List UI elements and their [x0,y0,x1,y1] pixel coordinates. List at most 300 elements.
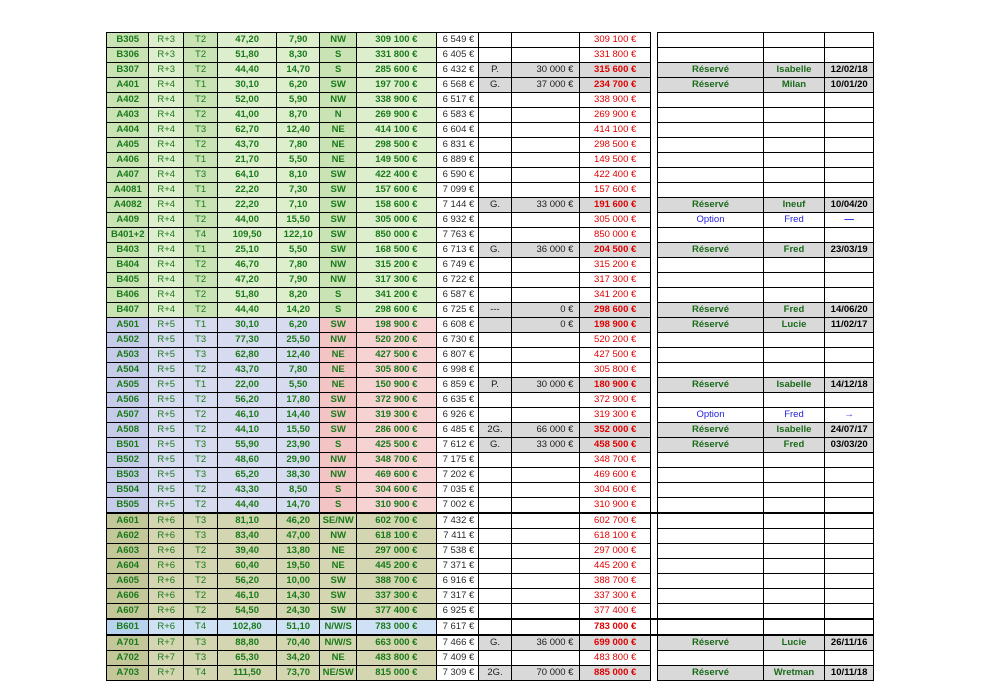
final-price-cell: 191 600 € [580,198,651,213]
terrace-cell: 14,30 [276,589,320,604]
contact-cell [763,108,825,123]
level-cell: R+4 [149,138,183,153]
final-price-cell: 315 600 € [580,63,651,78]
lot-cell: A405 [107,138,149,153]
discount-cell: 36 000 € [511,635,580,651]
surface-cell: 30,10 [218,318,277,333]
price-per-m2-cell: 6 725 € [436,303,478,318]
discount-cell [511,48,580,63]
price-per-m2-cell: 7 202 € [436,468,478,483]
financing-cell [479,619,511,635]
financing-cell [479,318,511,333]
orientation-cell: N [320,108,356,123]
orientation-cell: SW [320,168,356,183]
contact-cell: Fred [763,243,825,258]
price-cell: 168 500 € [356,243,436,258]
lot-cell: A4082 [107,198,149,213]
table-row [107,453,874,468]
status-cell [658,498,763,514]
spacer-cell [651,123,658,138]
lot-cell: A503 [107,348,149,363]
status-cell [658,48,763,63]
terrace-cell: 70,40 [276,635,320,651]
final-price-cell: 388 700 € [580,574,651,589]
financing-cell [479,468,511,483]
financing-cell: G. [479,198,511,213]
financing-cell [479,48,511,63]
surface-cell: 43,70 [218,363,277,378]
level-cell: R+7 [149,635,183,651]
status-cell [658,273,763,288]
discount-cell [511,529,580,544]
contact-cell [763,393,825,408]
price-per-m2-cell: 7 002 € [436,498,478,514]
financing-cell: --- [479,303,511,318]
final-price-cell: 297 000 € [580,544,651,559]
price-per-m2-cell: 6 998 € [436,363,478,378]
status-cell: Réservé [658,666,763,681]
terrace-cell: 51,10 [276,619,320,635]
status-cell: Réservé [658,378,763,393]
price-per-m2-cell: 7 538 € [436,544,478,559]
contact-cell: Milan [763,78,825,93]
table-row [107,138,874,153]
contact-cell: Lucie [763,635,825,651]
contact-cell [763,589,825,604]
level-cell: R+4 [149,273,183,288]
price-cell: 445 200 € [356,559,436,574]
surface-cell: 81,10 [218,513,277,529]
spacer-cell [651,138,658,153]
lot-cell: B504 [107,483,149,498]
final-price-cell: 317 300 € [580,273,651,288]
contact-cell [763,273,825,288]
discount-cell [511,333,580,348]
surface-cell: 62,80 [218,348,277,363]
status-cell [658,363,763,378]
contact-cell: Isabelle [763,63,825,78]
terrace-cell: 7,80 [276,258,320,273]
final-price-cell: 377 400 € [580,604,651,620]
terrace-cell: 10,00 [276,574,320,589]
final-price-cell: 783 000 € [580,619,651,635]
price-cell: 297 000 € [356,544,436,559]
type-cell: T1 [183,78,217,93]
level-cell: R+6 [149,513,183,529]
spacer-cell [651,483,658,498]
price-per-m2-cell: 6 608 € [436,318,478,333]
price-cell: 198 900 € [356,318,436,333]
price-per-m2-cell: 6 926 € [436,408,478,423]
orientation-cell: NW [320,33,356,48]
date-cell [825,604,874,620]
level-cell: R+4 [149,93,183,108]
spacer-cell [651,604,658,620]
spacer-cell [651,78,658,93]
final-price-cell: 348 700 € [580,453,651,468]
final-price-cell: 319 300 € [580,408,651,423]
date-cell [825,138,874,153]
orientation-cell: SW [320,423,356,438]
level-cell: R+4 [149,168,183,183]
type-cell: T2 [183,393,217,408]
surface-cell: 22,20 [218,198,277,213]
terrace-cell: 47,00 [276,529,320,544]
contact-cell [763,168,825,183]
final-price-cell: 315 200 € [580,258,651,273]
spacer-cell [651,63,658,78]
price-cell: 414 100 € [356,123,436,138]
financing-cell [479,651,511,666]
final-price-cell: 305 800 € [580,363,651,378]
financing-cell [479,168,511,183]
type-cell: T3 [183,651,217,666]
date-cell [825,258,874,273]
status-cell [658,93,763,108]
financing-cell [479,288,511,303]
price-per-m2-cell: 7 175 € [436,453,478,468]
type-cell: T2 [183,63,217,78]
final-price-cell: 520 200 € [580,333,651,348]
price-cell: 602 700 € [356,513,436,529]
price-cell: 520 200 € [356,333,436,348]
type-cell: T4 [183,228,217,243]
price-per-m2-cell: 6 405 € [436,48,478,63]
date-cell [825,529,874,544]
table-row [107,33,874,48]
orientation-cell: S [320,483,356,498]
status-cell: Réservé [658,438,763,453]
terrace-cell: 38,30 [276,468,320,483]
orientation-cell: SW [320,78,356,93]
orientation-cell: SW [320,589,356,604]
orientation-cell: S [320,63,356,78]
final-price-cell: 298 600 € [580,303,651,318]
date-cell [825,393,874,408]
discount-cell [511,93,580,108]
type-cell: T4 [183,666,217,681]
final-price-cell: 149 500 € [580,153,651,168]
contact-cell [763,93,825,108]
financing-cell: G. [479,243,511,258]
date-cell: 14/06/20 [825,303,874,318]
spacer-cell [651,666,658,681]
lot-cell: B306 [107,48,149,63]
price-per-m2-cell: 7 371 € [436,559,478,574]
price-cell: 298 500 € [356,138,436,153]
surface-cell: 47,20 [218,33,277,48]
table-row [107,651,874,666]
lot-cell: B405 [107,273,149,288]
status-cell [658,168,763,183]
financing-cell: P. [479,63,511,78]
price-cell: 425 500 € [356,438,436,453]
terrace-cell: 23,90 [276,438,320,453]
final-price-cell: 618 100 € [580,529,651,544]
status-cell: Réservé [658,198,763,213]
table-row [107,168,874,183]
contact-cell: Lucie [763,318,825,333]
contact-cell [763,513,825,529]
lot-cell: B406 [107,288,149,303]
type-cell: T2 [183,544,217,559]
price-per-m2-cell: 7 309 € [436,666,478,681]
terrace-cell: 17,80 [276,393,320,408]
orientation-cell: NE [320,651,356,666]
orientation-cell: NE [320,348,356,363]
spacer-cell [651,303,658,318]
table-row [107,544,874,559]
contact-cell: Isabelle [763,378,825,393]
final-price-cell: 234 700 € [580,78,651,93]
contact-cell [763,153,825,168]
final-price-cell: 341 200 € [580,288,651,303]
price-cell: 338 900 € [356,93,436,108]
level-cell: R+4 [149,108,183,123]
status-cell [658,604,763,620]
status-cell [658,258,763,273]
table-row [107,348,874,363]
type-cell: T2 [183,483,217,498]
spacer-cell [651,318,658,333]
price-cell: 150 900 € [356,378,436,393]
contact-cell [763,183,825,198]
terrace-cell: 122,10 [276,228,320,243]
status-cell [658,138,763,153]
spacer-cell [651,423,658,438]
surface-cell: 62,70 [218,123,277,138]
status-cell [658,544,763,559]
table-row [107,604,874,620]
table-row [107,93,874,108]
surface-cell: 47,20 [218,273,277,288]
spacer-cell [651,108,658,123]
financing-cell [479,153,511,168]
price-per-m2-cell: 6 549 € [436,33,478,48]
price-cell: 298 600 € [356,303,436,318]
date-cell [825,513,874,529]
level-cell: R+4 [149,258,183,273]
level-cell: R+4 [149,153,183,168]
terrace-cell: 15,50 [276,423,320,438]
price-per-m2-cell: 6 749 € [436,258,478,273]
level-cell: R+5 [149,468,183,483]
surface-cell: 64,10 [218,168,277,183]
date-cell: 14/12/18 [825,378,874,393]
lot-cell: A402 [107,93,149,108]
level-cell: R+6 [149,619,183,635]
price-cell: 317 300 € [356,273,436,288]
date-cell: 03/03/20 [825,438,874,453]
price-per-m2-cell: 6 932 € [436,213,478,228]
orientation-cell: NW [320,453,356,468]
price-cell: 388 700 € [356,574,436,589]
contact-cell [763,498,825,514]
price-cell: 149 500 € [356,153,436,168]
date-cell: 12/02/18 [825,63,874,78]
discount-cell [511,153,580,168]
date-cell [825,183,874,198]
financing-cell [479,453,511,468]
price-cell: 157 600 € [356,183,436,198]
orientation-cell: NE [320,544,356,559]
surface-cell: 88,80 [218,635,277,651]
final-price-cell: 269 900 € [580,108,651,123]
level-cell: R+5 [149,348,183,363]
discount-cell [511,559,580,574]
surface-cell: 51,80 [218,48,277,63]
price-per-m2-cell: 6 583 € [436,108,478,123]
orientation-cell: NE/SW [320,666,356,681]
contact-cell [763,651,825,666]
terrace-cell: 14,20 [276,303,320,318]
level-cell: R+6 [149,574,183,589]
lot-cell: B401+2 [107,228,149,243]
level-cell: R+4 [149,123,183,138]
table-row [107,529,874,544]
surface-cell: 46,10 [218,589,277,604]
level-cell: R+6 [149,559,183,574]
financing-cell [479,513,511,529]
level-cell: R+3 [149,48,183,63]
status-cell [658,529,763,544]
lot-cell: A504 [107,363,149,378]
discount-cell: 30 000 € [511,63,580,78]
date-cell [825,619,874,635]
contact-cell [763,363,825,378]
price-cell: 285 600 € [356,63,436,78]
terrace-cell: 14,70 [276,498,320,514]
discount-cell [511,574,580,589]
financing-cell [479,33,511,48]
table-row [107,438,874,453]
price-per-m2-cell: 7 763 € [436,228,478,243]
status-cell [658,468,763,483]
discount-cell [511,108,580,123]
orientation-cell: NE [320,138,356,153]
status-cell: Réservé [658,243,763,258]
discount-cell [511,619,580,635]
final-price-cell: 157 600 € [580,183,651,198]
terrace-cell: 7,90 [276,33,320,48]
level-cell: R+3 [149,63,183,78]
spacer-cell [651,213,658,228]
terrace-cell: 25,50 [276,333,320,348]
date-cell: → [825,408,874,423]
surface-cell: 43,70 [218,138,277,153]
level-cell: R+6 [149,589,183,604]
type-cell: T2 [183,273,217,288]
type-cell: T1 [183,198,217,213]
surface-cell: 44,40 [218,63,277,78]
date-cell [825,468,874,483]
spacer-cell [651,258,658,273]
final-price-cell: 352 000 € [580,423,651,438]
table-row [107,333,874,348]
price-per-m2-cell: 6 925 € [436,604,478,620]
date-cell: 10/11/18 [825,666,874,681]
discount-cell [511,408,580,423]
table-row [107,559,874,574]
orientation-cell: NE [320,378,356,393]
type-cell: T2 [183,363,217,378]
status-cell: Option [658,408,763,423]
date-cell [825,333,874,348]
surface-cell: 65,20 [218,468,277,483]
terrace-cell: 8,20 [276,288,320,303]
status-cell [658,348,763,363]
spacer-cell [651,574,658,589]
price-per-m2-cell: 6 587 € [436,288,478,303]
orientation-cell: NE [320,153,356,168]
type-cell: T1 [183,153,217,168]
contact-cell [763,228,825,243]
price-cell: 372 900 € [356,393,436,408]
type-cell: T2 [183,589,217,604]
discount-cell: 70 000 € [511,666,580,681]
date-cell [825,544,874,559]
type-cell: T2 [183,258,217,273]
type-cell: T3 [183,168,217,183]
orientation-cell: NW [320,468,356,483]
contact-cell [763,544,825,559]
lot-cell: A4081 [107,183,149,198]
status-cell [658,123,763,138]
date-cell [825,123,874,138]
final-price-cell: 885 000 € [580,666,651,681]
lot-cell: B501 [107,438,149,453]
spacer-cell [651,453,658,468]
discount-cell [511,393,580,408]
level-cell: R+4 [149,303,183,318]
financing-cell [479,93,511,108]
discount-cell [511,183,580,198]
discount-cell [511,258,580,273]
table-row [107,243,874,258]
discount-cell [511,453,580,468]
spacer-cell [651,408,658,423]
price-per-m2-cell: 7 617 € [436,619,478,635]
discount-cell [511,123,580,138]
level-cell: R+4 [149,228,183,243]
price-cell: 309 100 € [356,33,436,48]
surface-cell: 60,40 [218,559,277,574]
table-row [107,228,874,243]
table-row [107,483,874,498]
spacer-cell [651,513,658,529]
lot-cell: A407 [107,168,149,183]
table-row [107,363,874,378]
price-per-m2-cell: 7 612 € [436,438,478,453]
date-cell: 23/03/19 [825,243,874,258]
table-row [107,635,874,651]
contact-cell [763,619,825,635]
spacer-cell [651,153,658,168]
financing-cell: G. [479,78,511,93]
lot-cell: B503 [107,468,149,483]
discount-cell [511,288,580,303]
lot-cell: A701 [107,635,149,651]
status-cell [658,183,763,198]
lot-cell: A601 [107,513,149,529]
contact-cell [763,138,825,153]
type-cell: T1 [183,243,217,258]
price-per-m2-cell: 7 432 € [436,513,478,529]
level-cell: R+5 [149,423,183,438]
lot-cell: B601 [107,619,149,635]
price-per-m2-cell: 6 889 € [436,153,478,168]
date-cell [825,228,874,243]
